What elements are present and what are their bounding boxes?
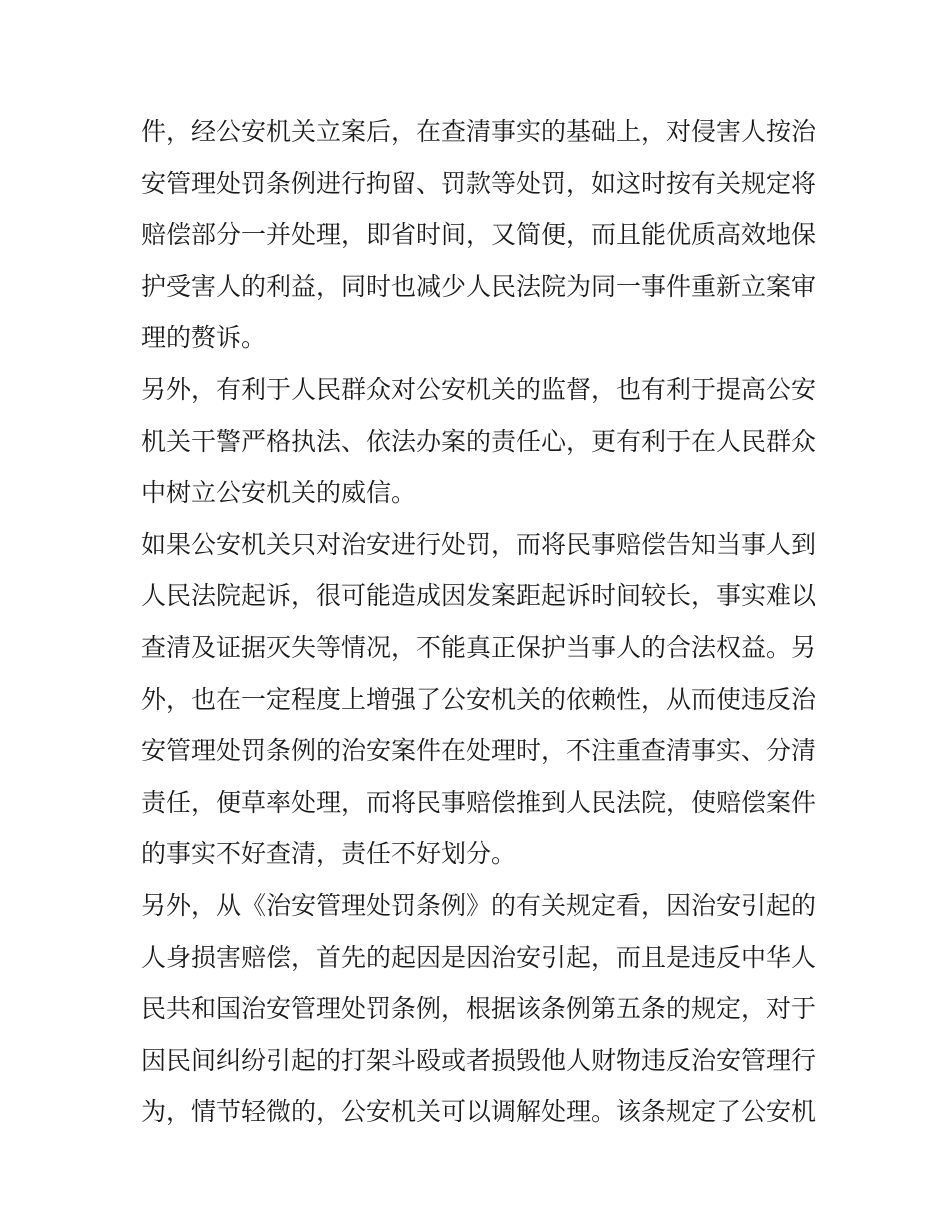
text-line: 查清及证据灭失等情况，不能真正保护当事人的合法权益。另 xyxy=(141,632,817,662)
text-line: 人民法院起诉，很可能造成因发案距起诉时间较长，事实难以 xyxy=(141,581,817,611)
text-line: 为，情节轻微的，公安机关可以调解处理。该条规定了公安机 xyxy=(141,1097,817,1127)
text-line: 护受害人的利益，同时也减少人民法院为同一事件重新立案审 xyxy=(141,271,817,301)
text-line: 外，也在一定程度上增强了公安机关的依赖性，从而使违反治 xyxy=(141,684,817,714)
text-line: 人身损害赔偿，首先的起因是因治安引起，而且是违反中华人 xyxy=(141,942,817,972)
text-line: 理的赘诉。 xyxy=(141,323,267,353)
text-line: 机关干警严格执法、依法办案的责任心，更有利于在人民群众 xyxy=(141,426,817,456)
body-text xyxy=(141,106,821,1138)
text-line: 件，经公安机关立案后，在查清事实的基础上，对侵害人按治 xyxy=(141,117,817,146)
text-line: 民共和国治安管理处罚条例，根据该条例第五条的规定，对于 xyxy=(141,994,817,1024)
text-line: 另外，从《治安管理处罚条例》的有关规定看，因治安引起的 xyxy=(141,890,817,920)
text-line: 的事实不好查清，责任不好划分。 xyxy=(141,839,517,869)
text-line: 因民间纠纷引起的打架斗殴或者损毁他人财物违反治安管理行 xyxy=(141,1045,817,1075)
text-line: 安管理处罚条例进行拘留、罚款等处罚，如这时按有关规定将 xyxy=(141,168,817,198)
text-line: 赔偿部分一并处理，即省时间，又简便，而且能优质高效地保 xyxy=(141,220,817,250)
text-line: 安管理处罚条例的治安案件在处理时，不注重查清事实、分清 xyxy=(141,736,817,766)
text-line: 责任，便草率处理，而将民事赔偿推到人民法院，使赔偿案件 xyxy=(141,787,817,817)
text-line: 另外，有利于人民群众对公安机关的监督，也有利于提高公安 xyxy=(141,374,817,404)
text-line: 如果公安机关只对治安进行处罚，而将民事赔偿告知当事人到 xyxy=(141,529,817,559)
text-line: 中树立公安机关的威信。 xyxy=(141,478,417,508)
